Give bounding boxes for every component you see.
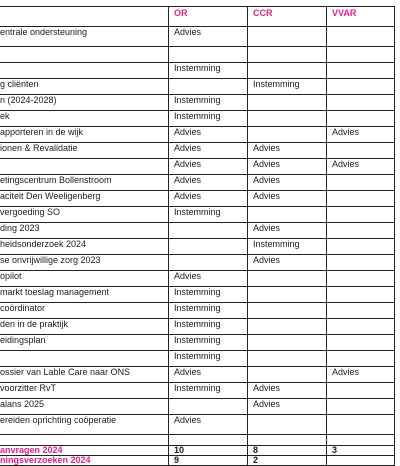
cell-vvar — [327, 239, 395, 255]
cell-ccr — [248, 287, 327, 303]
table-row — [0, 27, 395, 47]
table-row — [0, 143, 395, 159]
cell-or: Instemming — [169, 111, 248, 127]
cell-vvar — [327, 95, 395, 111]
cell-item — [0, 63, 169, 79]
total-ccr: 2 — [248, 456, 327, 466]
table-spacer-row — [0, 435, 395, 446]
cell-or: Advies — [169, 127, 248, 143]
cell-or: Instemming — [169, 95, 248, 111]
cell-ccr: Instemming — [248, 79, 327, 95]
table-row — [0, 415, 395, 435]
header-vvar: VVAR — [327, 7, 395, 27]
cell-vvar — [327, 303, 395, 319]
cell-or: Advies — [169, 175, 248, 191]
table-row — [0, 383, 395, 399]
cell-ccr: Advies — [248, 399, 327, 415]
cell-item: voorzitter RvT — [0, 383, 169, 399]
cell-ccr: Instemming — [248, 239, 327, 255]
cell-ccr — [248, 207, 327, 223]
cell-vvar — [327, 319, 395, 335]
cell-or — [169, 79, 248, 95]
cell-ccr: Advies — [248, 143, 327, 159]
cell-or: Instemming — [169, 303, 248, 319]
cell-item: markt toeslag management — [0, 287, 169, 303]
cell-item — [0, 47, 169, 63]
cell-ccr — [248, 95, 327, 111]
cell-or: Advies — [169, 367, 248, 383]
cell-item: ek — [0, 111, 169, 127]
cell-or: Instemming — [169, 383, 248, 399]
cell-item: n (2024-2028) — [0, 95, 169, 111]
cell-vvar — [327, 111, 395, 127]
table-row — [0, 335, 395, 351]
cell-item: ding 2023 — [0, 223, 169, 239]
cell-vvar: Advies — [327, 127, 395, 143]
cell-ccr: Advies — [248, 223, 327, 239]
cell-vvar — [327, 143, 395, 159]
cell-ccr — [248, 111, 327, 127]
cell-vvar: Advies — [327, 159, 395, 175]
table-row — [0, 239, 395, 255]
cell-item: alans 2025 — [0, 399, 169, 415]
cell-item: ossier van Lable Care naar ONS — [0, 367, 169, 383]
cell-vvar — [327, 47, 395, 63]
cell-vvar — [327, 383, 395, 399]
cell-item: heidsonderzoek 2024 — [0, 239, 169, 255]
total-label: anvragen 2024 — [0, 446, 169, 456]
cell-item — [0, 351, 169, 367]
table-row — [0, 399, 395, 415]
cell-item — [0, 159, 169, 175]
cell-item: aciteit Den Weeligenberg — [0, 191, 169, 207]
cell-vvar — [327, 79, 395, 95]
total-vvar — [327, 456, 395, 466]
cell-ccr: Advies — [248, 175, 327, 191]
table-header-row — [0, 7, 395, 27]
table-row — [0, 207, 395, 223]
cell-or — [169, 255, 248, 271]
table-row — [0, 95, 395, 111]
cell-or — [169, 223, 248, 239]
cell-or: Instemming — [169, 207, 248, 223]
cell-ccr — [248, 27, 327, 47]
table-row — [0, 271, 395, 287]
cell-item: coördinator — [0, 303, 169, 319]
cell-vvar — [327, 415, 395, 435]
spacer-cell — [0, 435, 169, 446]
header-item — [0, 7, 169, 27]
table-row — [0, 79, 395, 95]
spacer-cell — [169, 435, 248, 446]
decisions-table — [0, 6, 395, 466]
cell-ccr: Advies — [248, 159, 327, 175]
totals-row — [0, 456, 395, 466]
cell-vvar — [327, 255, 395, 271]
cell-vvar — [327, 191, 395, 207]
table-row — [0, 63, 395, 79]
cell-ccr: Advies — [248, 255, 327, 271]
cell-or: Instemming — [169, 63, 248, 79]
cell-vvar — [327, 287, 395, 303]
cell-ccr — [248, 63, 327, 79]
table-body — [0, 7, 395, 466]
cell-vvar — [327, 175, 395, 191]
cell-ccr — [248, 335, 327, 351]
cell-or: Instemming — [169, 287, 248, 303]
cell-vvar — [327, 335, 395, 351]
cell-item: g cliënten — [0, 79, 169, 95]
cell-vvar — [327, 207, 395, 223]
header-or: OR — [169, 7, 248, 27]
table-row — [0, 159, 395, 175]
cell-item: etingscentrum Bollenstroom — [0, 175, 169, 191]
cell-or: Advies — [169, 191, 248, 207]
cell-item: opilot — [0, 271, 169, 287]
cell-or: Instemming — [169, 319, 248, 335]
total-ccr: 8 — [248, 446, 327, 456]
total-vvar: 3 — [327, 446, 395, 456]
header-ccr: CCR — [248, 7, 327, 27]
cell-vvar — [327, 399, 395, 415]
cell-ccr — [248, 319, 327, 335]
cell-item: entrale ondersteuning — [0, 27, 169, 47]
table-row — [0, 255, 395, 271]
cell-item: den in de praktijk — [0, 319, 169, 335]
total-or: 10 — [169, 446, 248, 456]
cell-ccr — [248, 415, 327, 435]
table-row — [0, 223, 395, 239]
cell-vvar — [327, 271, 395, 287]
cell-or: Advies — [169, 271, 248, 287]
cell-ccr — [248, 367, 327, 383]
cell-ccr — [248, 127, 327, 143]
table-row — [0, 191, 395, 207]
cell-vvar — [327, 63, 395, 79]
cell-or: Instemming — [169, 335, 248, 351]
cell-ccr: Advies — [248, 191, 327, 207]
table-row — [0, 367, 395, 383]
cell-or — [169, 47, 248, 63]
cell-item: ionen & Revalidatie — [0, 143, 169, 159]
table-row — [0, 351, 395, 367]
total-or: 9 — [169, 456, 248, 466]
cell-item: eidingsplan — [0, 335, 169, 351]
total-label: ningsverzoeken 2024 — [0, 456, 169, 466]
cell-vvar — [327, 27, 395, 47]
cell-ccr — [248, 351, 327, 367]
cell-or — [169, 399, 248, 415]
cell-vvar: Advies — [327, 367, 395, 383]
table-row — [0, 111, 395, 127]
cell-ccr: Advies — [248, 383, 327, 399]
table-row — [0, 47, 395, 63]
cell-item: se onvrijwillige zorg 2023 — [0, 255, 169, 271]
table-row — [0, 319, 395, 335]
cell-ccr — [248, 271, 327, 287]
spacer-cell — [327, 435, 395, 446]
cell-vvar — [327, 223, 395, 239]
cell-or — [169, 239, 248, 255]
cell-item: vergoeding SO — [0, 207, 169, 223]
cell-or: Advies — [169, 143, 248, 159]
cell-item: ereiden oprichting coöperatie — [0, 415, 169, 435]
cell-ccr — [248, 303, 327, 319]
table-row — [0, 287, 395, 303]
cell-or: Advies — [169, 415, 248, 435]
table-row — [0, 175, 395, 191]
table-row — [0, 303, 395, 319]
cell-or: Advies — [169, 27, 248, 47]
cell-vvar — [327, 351, 395, 367]
totals-row — [0, 446, 395, 456]
cell-ccr — [248, 47, 327, 63]
cell-or: Instemming — [169, 351, 248, 367]
cell-item: apporteren in de wijk — [0, 127, 169, 143]
spacer-cell — [248, 435, 327, 446]
cell-or: Advies — [169, 159, 248, 175]
table-row — [0, 127, 395, 143]
